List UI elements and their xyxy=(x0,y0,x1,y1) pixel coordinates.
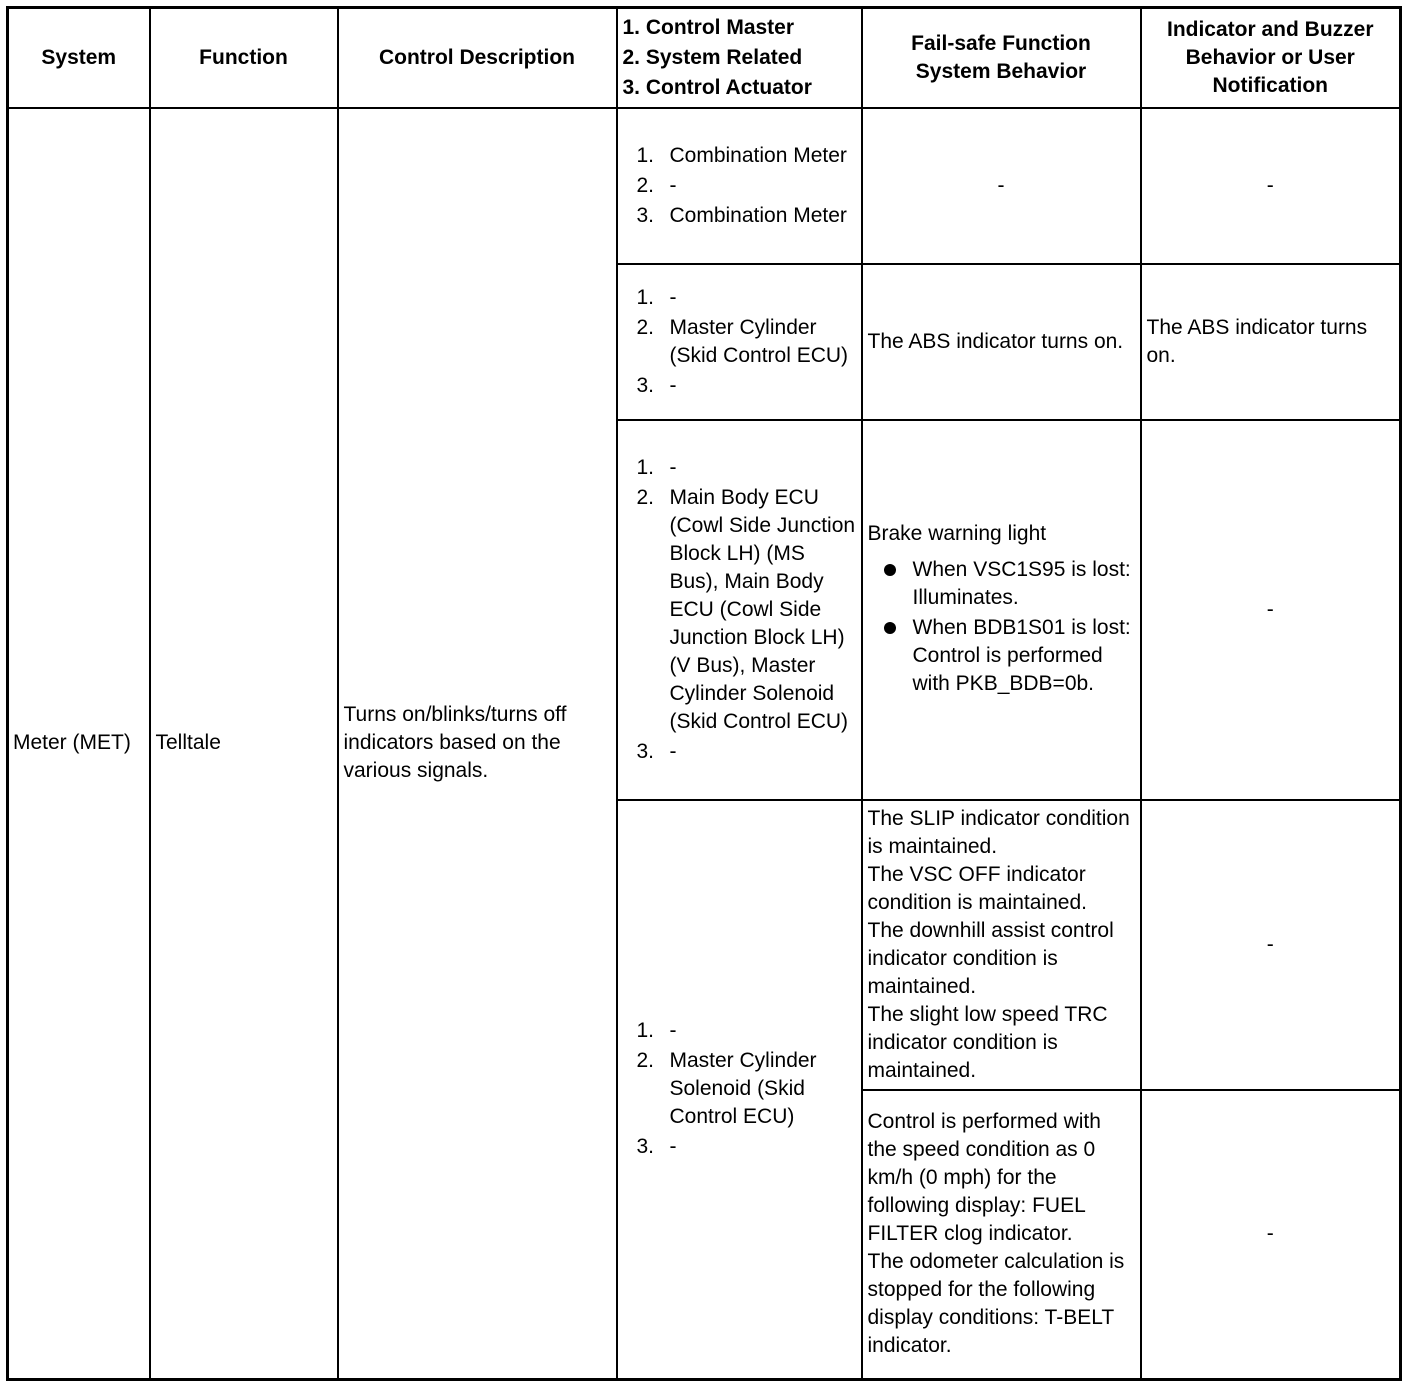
cell-indicator: - xyxy=(1141,800,1401,1090)
list-item: 3. - xyxy=(636,373,677,397)
cell-indicator: The ABS indicator turns on. xyxy=(1141,264,1401,420)
list-item: 1. - xyxy=(636,1019,677,1043)
list-item: When BDB1S01 is lost: Control is performed with PKB_BDB=0b. xyxy=(868,614,1135,698)
failsafe-bullets xyxy=(868,556,1135,698)
list-item: 1. - xyxy=(636,455,677,479)
list-item: 2. Main Body ECU (Cowl Side Junction Block LH) (MS Bus), Main Body ECU (Cowl Side Junction Block LH) (V Bus), Master Cylinder Solenoid (Skid Control ECU) xyxy=(636,485,856,733)
header-control-master: 1. Control Master 2. System Related 3. Control Actuator xyxy=(617,8,862,108)
header-system: System xyxy=(8,8,150,108)
list-item: 3. - xyxy=(636,739,677,763)
failsafe-title: Brake warning light xyxy=(867,521,1047,545)
cell-failsafe: Control is performed with the speed condition as 0 km/h (0 mph) for the following display: FUEL FILTER clog indicator. The odometer calculation is stopped for the following display conditions: T-BELT indicator. xyxy=(862,1090,1141,1380)
cell-control-master xyxy=(617,420,862,800)
header-failsafe: Fail-safe Function System Behavior xyxy=(862,8,1141,108)
table-row xyxy=(8,108,1401,264)
list-item: 1. - xyxy=(636,285,677,309)
list-item: 3. Combination Meter xyxy=(636,203,847,227)
function-spec-table xyxy=(6,6,1402,1381)
cell-system: Meter (MET) xyxy=(8,108,150,1380)
list-item: When VSC1S95 is lost: Illuminates. xyxy=(868,556,1135,612)
cell-control-master xyxy=(617,800,862,1380)
cell-control-master xyxy=(617,264,862,420)
cell-control-description: Turns on/blinks/turns off indicators based on the various signals. xyxy=(338,108,617,1380)
cell-failsafe xyxy=(862,420,1141,800)
cell-failsafe: - xyxy=(862,108,1141,264)
header-function: Function xyxy=(150,8,338,108)
cell-control-master xyxy=(617,108,862,264)
list-item: 3. - xyxy=(636,1135,677,1159)
header-indicator: Indicator and Buzzer Behavior or User Notification xyxy=(1141,8,1401,108)
header-control-description: Control Description xyxy=(338,8,617,108)
header-row xyxy=(8,8,1401,108)
cell-indicator: - xyxy=(1141,420,1401,800)
list-item: 2. Master Cylinder Solenoid (Skid Control ECU) xyxy=(636,1049,817,1129)
cell-indicator: - xyxy=(1141,1090,1401,1380)
cell-function: Telltale xyxy=(150,108,338,1380)
list-item: 1. Combination Meter xyxy=(636,143,847,167)
list-item: 2. - xyxy=(636,173,677,197)
cell-failsafe: The SLIP indicator condition is maintained. The VSC OFF indicator condition is maintained. The downhill assist control indicator condition is maintained. The slight low speed TRC indicator condition is maintained. xyxy=(862,800,1141,1090)
cell-indicator: - xyxy=(1141,108,1401,264)
list-item: 2. Master Cylinder (Skid Control ECU) xyxy=(636,315,849,367)
cell-failsafe: The ABS indicator turns on. xyxy=(862,264,1141,420)
